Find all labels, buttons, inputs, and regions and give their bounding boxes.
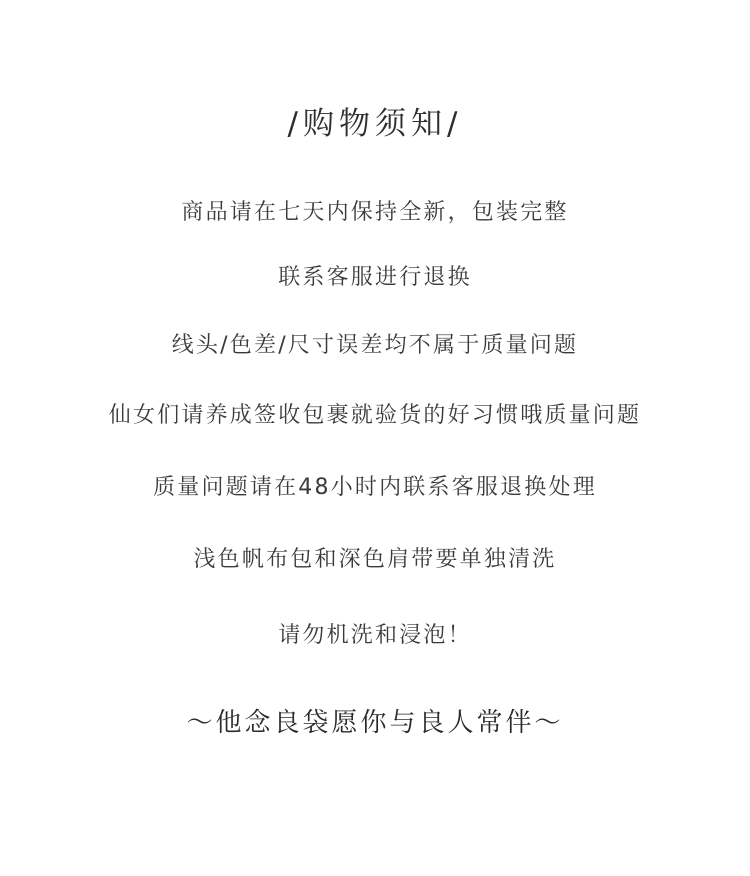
notice-item-contact-service: 联系客服进行退换 (278, 265, 472, 290)
notice-item-48-hours: 质量问题请在48小时内联系客服退换处理 (153, 475, 597, 500)
notice-item-keep-new: 商品请在七天内保持全新，包装完整 (181, 200, 569, 225)
page-title: /购物须知/ (287, 106, 463, 142)
notice-item-wash-separately: 浅色帆布包和深色肩带要单独清洗 (193, 547, 557, 572)
closing-slogan: ～他念良袋愿你与良人常伴～ (186, 708, 564, 738)
notice-item-no-machine-wash: 请勿机洗和浸泡！ (278, 623, 472, 648)
notice-item-not-quality-issue: 线头/色差/尺寸误差均不属于质量问题 (171, 333, 579, 358)
notice-item-inspect-on-receipt: 仙女们请养成签收包裹就验货的好习惯哦质量问题 (108, 403, 642, 428)
